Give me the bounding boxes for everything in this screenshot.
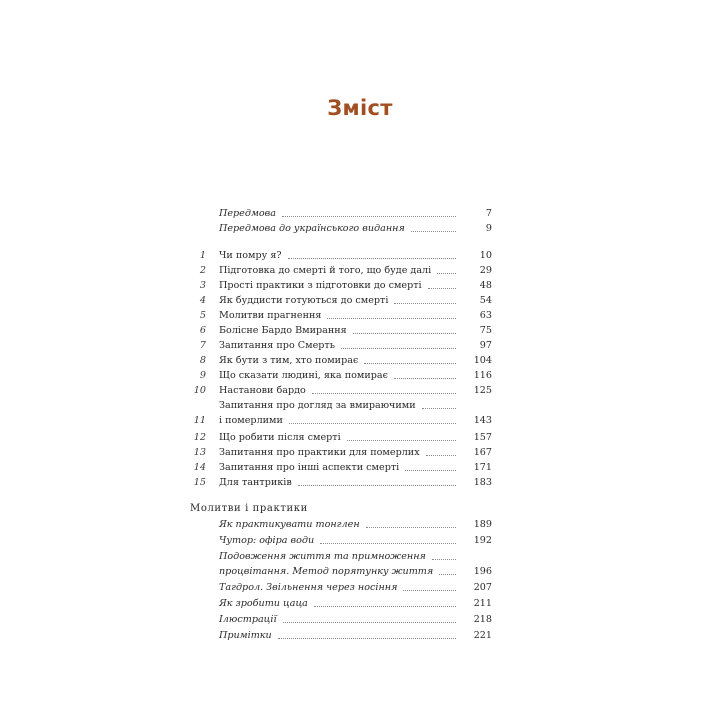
dot-leader <box>312 392 456 394</box>
dot-leader <box>320 542 456 544</box>
dot-leader <box>366 526 456 528</box>
dot-leader <box>364 362 456 364</box>
toc-entry[interactable] <box>190 353 492 368</box>
entry-title: процвітання. Метод порятунку життя <box>219 566 434 577</box>
dot-leader <box>283 621 456 623</box>
toc-entry[interactable] <box>190 278 492 293</box>
entry-title: Передмова до українського видання <box>219 223 405 234</box>
toc-entry[interactable] <box>190 368 492 383</box>
entry-title: Запитання про практики для померлих <box>219 447 420 458</box>
entry-title: Прості практики з підготовки до смерті <box>219 280 422 291</box>
entry-title: і померлими <box>219 415 283 426</box>
toc-entry[interactable] <box>190 596 492 611</box>
chapter-number: 8 <box>199 355 206 366</box>
chapter-number: 2 <box>199 265 206 276</box>
dot-leader <box>327 317 456 319</box>
toc-entry[interactable] <box>190 475 492 490</box>
entry-title: Молитви прагнення <box>219 310 322 321</box>
toc-entry[interactable] <box>190 413 492 428</box>
dot-leader <box>422 407 456 409</box>
page-number: 157 <box>473 432 492 443</box>
page-number: 104 <box>473 355 492 366</box>
toc-entry[interactable] <box>190 430 492 445</box>
dot-leader <box>288 257 456 259</box>
page-number: 221 <box>473 630 492 641</box>
page-number: 196 <box>473 566 492 577</box>
entry-title: Що сказати людині, яка помирає <box>219 370 388 381</box>
dot-leader <box>314 605 456 607</box>
page-number: 75 <box>479 325 492 336</box>
toc-entry[interactable] <box>190 398 492 413</box>
entry-title: Тагдрол. Звільнення через носіння <box>219 582 398 593</box>
toc-entry[interactable] <box>190 628 492 643</box>
chapter-number: 4 <box>199 295 206 306</box>
page-number: 10 <box>479 250 492 261</box>
dot-leader <box>394 377 456 379</box>
dot-leader <box>439 573 456 575</box>
entry-title: Болісне Бардо Вмирання <box>219 325 347 336</box>
page-number: 97 <box>479 340 492 351</box>
page-number: 167 <box>473 447 492 458</box>
entry-title: Як зробити цаца <box>219 598 308 609</box>
page-number: 63 <box>479 310 492 321</box>
dot-leader <box>394 302 456 304</box>
dot-leader <box>432 558 456 560</box>
dot-leader <box>347 439 456 441</box>
page-number: 116 <box>473 370 492 381</box>
chapter-number: 10 <box>193 385 206 396</box>
toc-entry[interactable] <box>190 549 492 564</box>
page-number: 29 <box>479 265 492 276</box>
toc-entry[interactable] <box>190 221 492 236</box>
entry-title: Запитання про інші аспекти смерті <box>219 462 400 473</box>
entry-title: Запитання про догляд за вмираючими <box>219 400 416 411</box>
page-number: 125 <box>473 385 492 396</box>
entry-title: Як буддисти готуються до смерті <box>219 295 389 306</box>
page-number: 9 <box>485 223 492 234</box>
entry-title: Примітки <box>219 630 272 641</box>
page-number: 183 <box>473 477 492 488</box>
toc-entry[interactable] <box>190 323 492 338</box>
page-number: 7 <box>485 208 492 219</box>
toc-entry[interactable] <box>190 460 492 475</box>
entry-title: Ілюстрації <box>219 614 277 625</box>
toc-entry[interactable] <box>190 517 492 532</box>
page-title: Зміст <box>327 96 393 120</box>
chapter-number: 1 <box>199 250 206 261</box>
chapter-number: 5 <box>199 310 206 321</box>
entry-title: Підготовка до смерті й того, що буде далі <box>219 265 432 276</box>
chapter-number: 12 <box>193 432 206 443</box>
chapter-number: 9 <box>199 370 206 381</box>
page-number: 54 <box>479 295 492 306</box>
toc-entry[interactable] <box>190 580 492 595</box>
dot-leader <box>341 347 456 349</box>
entry-title: Настанови бардо <box>219 385 306 396</box>
toc-entry[interactable] <box>190 445 492 460</box>
chapter-number: 14 <box>193 462 206 473</box>
page-number: 207 <box>473 582 492 593</box>
entry-title: Чи помру я? <box>219 250 282 261</box>
entry-title: Чутор: офіра води <box>219 535 315 546</box>
dot-leader <box>426 454 456 456</box>
toc-entry[interactable] <box>190 206 492 221</box>
toc-entry[interactable] <box>190 383 492 398</box>
entry-title: Як бути з тим, хто помирає <box>219 355 359 366</box>
toc-entry[interactable] <box>190 263 492 278</box>
page-number: 192 <box>473 535 492 546</box>
chapter-number: 3 <box>199 280 206 291</box>
entry-title: Передмова <box>219 208 276 219</box>
dot-leader <box>278 637 456 639</box>
chapter-number: 6 <box>199 325 206 336</box>
page-number: 189 <box>473 519 492 530</box>
dot-leader <box>403 589 456 591</box>
dot-leader <box>405 469 456 471</box>
toc-entry[interactable] <box>190 564 492 579</box>
page-number: 48 <box>479 280 492 291</box>
chapter-number: 7 <box>199 340 206 351</box>
chapter-number: 15 <box>193 477 206 488</box>
toc-entry[interactable] <box>190 612 492 627</box>
dot-leader <box>298 484 456 486</box>
page-number: 143 <box>473 415 492 426</box>
dot-leader <box>289 422 456 424</box>
toc-entry[interactable] <box>190 248 492 263</box>
dot-leader <box>428 287 456 289</box>
dot-leader <box>353 332 456 334</box>
entry-title: Що робити після смерті <box>219 432 341 443</box>
dot-leader <box>437 272 456 274</box>
chapter-number: 11 <box>193 415 206 426</box>
toc-entry[interactable] <box>190 533 492 548</box>
dot-leader <box>282 215 456 217</box>
section-heading: Молитви і практики <box>190 503 308 514</box>
chapter-number: 13 <box>193 447 206 458</box>
page-number: 171 <box>473 462 492 473</box>
entry-title: Як практикувати тонглен <box>219 519 360 530</box>
page-number: 211 <box>473 598 492 609</box>
entry-title: Подовження життя та примноження <box>219 551 426 562</box>
page-number: 218 <box>473 614 492 625</box>
entry-title: Для тантриків <box>219 477 292 488</box>
dot-leader <box>411 230 456 232</box>
toc-entry[interactable] <box>190 308 492 323</box>
entry-title: Запитання про Смерть <box>219 340 335 351</box>
toc-entry[interactable] <box>190 293 492 308</box>
toc-entry[interactable] <box>190 338 492 353</box>
